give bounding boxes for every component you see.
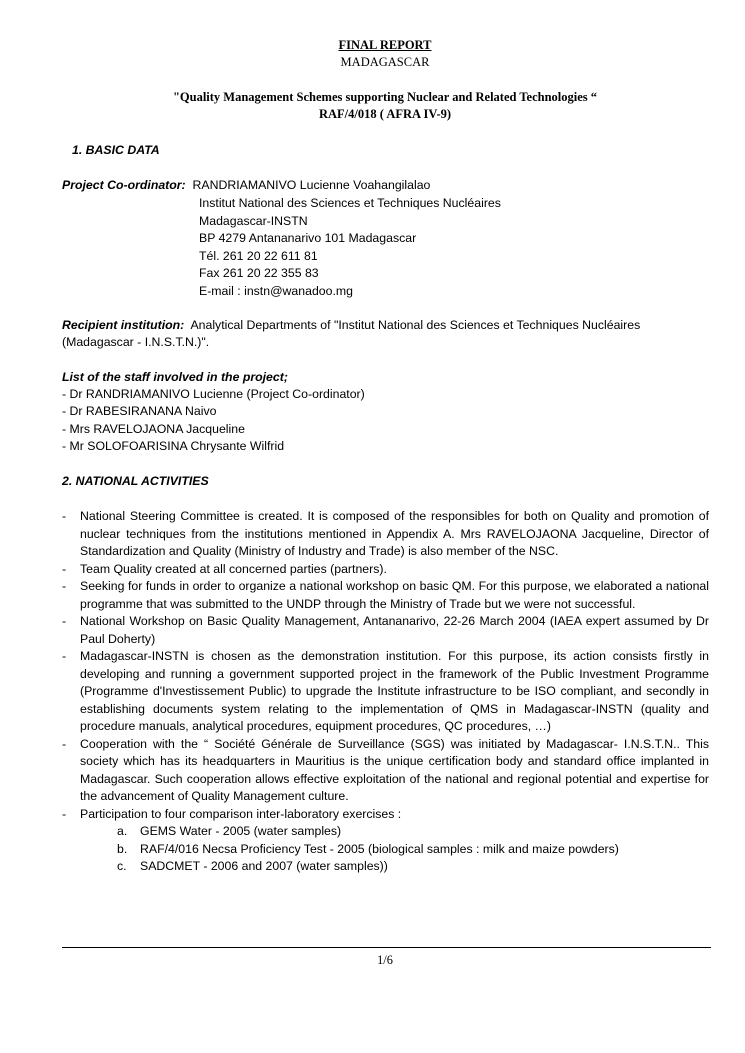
list-dash: -	[62, 649, 67, 663]
activity-item: - Cooperation with the “ Société Générale de Surveillance (SGS) was initiated by Madagascar- I.N.S.T.N.. This society which has its headquarters in Mauritius is the unique certification body and standard office implanted in Madagascar. Such cooperation allows effective exploitation of the national and regional potential and expertise for the advancement of Quality Management culture.	[62, 736, 709, 803]
footer-rule	[62, 947, 711, 948]
project-title: "Quality Management Schemes supporting Nuclear and Related Technologies “	[172, 90, 598, 104]
activity-item: - National Steering Committee is created. It is composed of the responsibles for both on Quality and promotion of nuclear techniques from the institutions mentioned in Appendix A. Mrs RAVELOJAONA Jacqueline, Director of Standardization and Quality (Ministry of Industry and Trade) is also member of the NSC.	[62, 509, 709, 558]
coordinator-postal: BP 4279 Antananarivo 101 Madagascar	[199, 231, 417, 245]
recipient-label: Recipient institution:	[62, 318, 185, 332]
recipient-text: Analytical Departments of "Institut National des Sciences et Techniques Nucléaires	[190, 318, 641, 332]
exercise-marker: c.	[117, 859, 127, 873]
recipient-row	[62, 317, 640, 335]
coordinator-address	[199, 195, 501, 300]
staff-item: - Mrs RAVELOJAONA Jacqueline	[62, 422, 245, 436]
list-dash: -	[62, 614, 67, 628]
staff-item: - Mr SOLOFOARISINA Chrysante Wilfrid	[62, 439, 285, 453]
project-code: RAF/4/018 ( AFRA IV-9)	[318, 107, 452, 121]
list-dash: -	[62, 561, 67, 576]
report-country: MADAGASCAR	[340, 55, 430, 69]
exercise-marker: a.	[117, 824, 128, 838]
staff-item: - Dr RANDRIAMANIVO Lucienne (Project Co-ordinator)	[62, 387, 365, 401]
activities-list	[62, 508, 709, 876]
section-heading-basic-data: 1. BASIC DATA	[72, 143, 160, 157]
staff-heading: List of the staff involved in the project;	[62, 370, 288, 384]
section-heading-national-activities: 2. NATIONAL ACTIVITIES	[62, 474, 209, 488]
activity-item: - Participation to four comparison inter-laboratory exercises : a. GEMS Water - 2005 (water samples) b. RAF/4/016 Necsa Proficiency Test - 2005 (biological samples : milk and maize powders) c. SADCMET - 2006 and 2007 (water samples))	[62, 806, 709, 876]
coordinator-org: Madagascar-INSTN	[199, 213, 308, 228]
coordinator-phone: Tél. 261 20 22 611 81	[199, 248, 318, 263]
activity-item: - National Workshop on Basic Quality Management, Antananarivo, 22-26 March 2004 (IAEA expert assumed by Dr Paul Doherty)	[62, 614, 709, 646]
exercise-marker: b.	[117, 841, 128, 856]
coordinator-institute: Institut National des Sciences et Techniques Nucléaires	[199, 196, 501, 210]
coordinator-row	[62, 177, 430, 195]
report-title: FINAL REPORT	[338, 38, 432, 52]
coordinator-name: RANDRIAMANIVO Lucienne Voahangilalao	[192, 178, 431, 192]
activity-item: - Team Quality created at all concerned parties (partners).	[62, 561, 709, 579]
list-dash: -	[62, 579, 67, 593]
list-dash: -	[62, 806, 67, 821]
list-dash: -	[62, 509, 67, 523]
activity-item: - Madagascar-INSTN is chosen as the demonstration institution. For this purpose, its action consists firstly in developing and running a government supported project in the framework of the Public Investment Programme (Programme d'Investissement Public) to upgrade the Institute infrastructure to be ISO compliant, and secondly in establishing documents system relating to the implementation of QMS in Madagascar-INSTN (quality and procedure manuals, analytical procedures, equipment procedures, QC procedures, …)	[62, 649, 709, 733]
coordinator-fax: Fax 261 20 22 355 83	[199, 266, 319, 280]
exercise-item: b. RAF/4/016 Necsa Proficiency Test - 2005 (biological samples : milk and maize powders)	[80, 841, 709, 859]
coordinator-label: Project Co-ordinator:	[62, 178, 186, 192]
activity-item: - Seeking for funds in order to organize a national workshop on basic QM. For this purpose, we elaborated a national programme that was submitted to the UNDP through the Ministry of Trade but we were not successful.	[62, 579, 709, 611]
coordinator-email: E-mail : instn@wanadoo.mg	[199, 283, 353, 298]
exercise-item: c. SADCMET - 2006 and 2007 (water samples))	[80, 858, 709, 876]
exercises-list	[80, 823, 709, 876]
recipient-text-cont: (Madagascar - I.N.S.T.N.)".	[62, 335, 210, 349]
staff-item: - Dr RABESIRANANA Naivo	[62, 404, 217, 418]
exercise-item: a. GEMS Water - 2005 (water samples)	[80, 823, 709, 841]
list-dash: -	[62, 736, 67, 751]
page-number: 1/6	[377, 953, 393, 967]
